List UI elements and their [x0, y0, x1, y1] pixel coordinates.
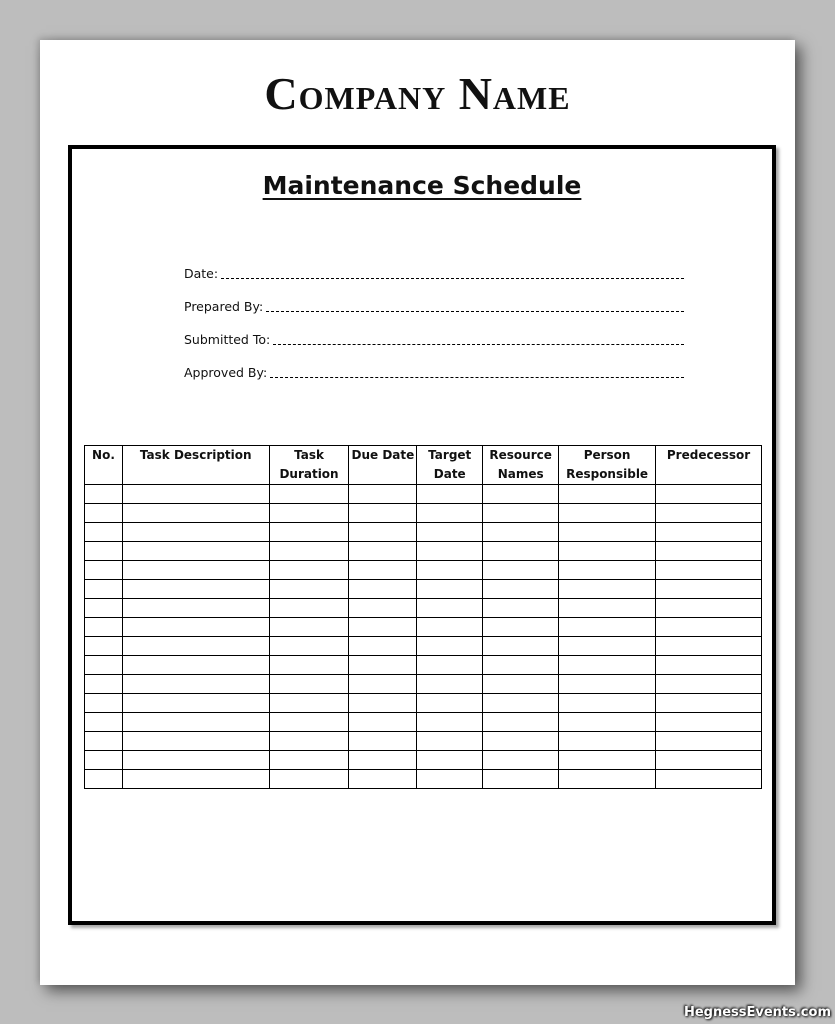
table-cell[interactable] [85, 542, 123, 561]
table-cell[interactable] [122, 542, 269, 561]
table-cell[interactable] [483, 694, 559, 713]
submitted-to-line[interactable] [273, 344, 684, 345]
table-cell[interactable] [269, 561, 349, 580]
table-cell[interactable] [122, 770, 269, 789]
table-cell[interactable] [656, 542, 762, 561]
table-cell[interactable] [559, 485, 656, 504]
table-cell[interactable] [349, 599, 417, 618]
table-cell[interactable] [559, 580, 656, 599]
table-cell[interactable] [656, 561, 762, 580]
table-row [85, 713, 762, 732]
table-cell[interactable] [122, 713, 269, 732]
table-cell[interactable] [483, 618, 559, 637]
table-cell[interactable] [656, 618, 762, 637]
approved-by-label: Approved By: [184, 365, 268, 380]
document-title [72, 171, 772, 200]
table-cell[interactable] [656, 713, 762, 732]
table-cell[interactable] [122, 618, 269, 637]
table-cell[interactable] [269, 485, 349, 504]
table-cell[interactable] [269, 599, 349, 618]
table-cell[interactable] [417, 675, 483, 694]
table-cell[interactable] [269, 732, 349, 751]
table-cell[interactable] [417, 542, 483, 561]
table-cell[interactable] [559, 751, 656, 770]
table-cell[interactable] [122, 561, 269, 580]
table-cell[interactable] [417, 580, 483, 599]
table-cell[interactable] [656, 523, 762, 542]
table-cell[interactable] [269, 656, 349, 675]
table-row [85, 485, 762, 504]
table-row [85, 637, 762, 656]
table-cell[interactable] [349, 618, 417, 637]
table-body [85, 485, 762, 789]
table-cell[interactable] [269, 713, 349, 732]
table-cell[interactable] [85, 694, 123, 713]
table-cell[interactable] [483, 485, 559, 504]
table-cell[interactable] [85, 675, 123, 694]
table-cell[interactable] [656, 751, 762, 770]
submitted-to-label: Submitted To: [184, 332, 271, 347]
document-title-text: Maintenance Schedule [262, 171, 582, 200]
table-cell[interactable] [559, 713, 656, 732]
table-cell[interactable] [122, 656, 269, 675]
table-cell[interactable] [85, 504, 123, 523]
table-cell[interactable] [483, 713, 559, 732]
table-cell[interactable] [417, 504, 483, 523]
table-cell[interactable] [417, 599, 483, 618]
table-cell[interactable] [559, 732, 656, 751]
table-cell[interactable] [559, 637, 656, 656]
company-name: Company Name [264, 68, 571, 119]
prepared-by-line[interactable] [266, 311, 684, 312]
table-cell[interactable] [349, 713, 417, 732]
table-row [85, 656, 762, 675]
table-cell[interactable] [483, 599, 559, 618]
table-cell[interactable] [656, 637, 762, 656]
col-resource-names: Resource Names [483, 446, 559, 485]
table-cell[interactable] [559, 523, 656, 542]
approved-by-line[interactable] [270, 377, 684, 378]
col-task-duration: Task Duration [269, 446, 349, 485]
table-cell[interactable] [656, 675, 762, 694]
table-cell[interactable] [559, 675, 656, 694]
table-cell[interactable] [122, 599, 269, 618]
col-due-date: Due Date [349, 446, 417, 485]
table-cell[interactable] [85, 523, 123, 542]
table-cell[interactable] [417, 751, 483, 770]
table-cell[interactable] [656, 656, 762, 675]
table-cell[interactable] [483, 523, 559, 542]
table-cell[interactable] [417, 523, 483, 542]
table-cell[interactable] [349, 637, 417, 656]
table-cell[interactable] [269, 751, 349, 770]
table-cell[interactable] [85, 656, 123, 675]
schedule-table [84, 445, 762, 789]
table-cell[interactable] [269, 675, 349, 694]
table-cell[interactable] [122, 675, 269, 694]
table-cell[interactable] [349, 561, 417, 580]
table-cell[interactable] [122, 637, 269, 656]
table-cell[interactable] [559, 694, 656, 713]
table-cell[interactable] [559, 618, 656, 637]
table-cell[interactable] [483, 656, 559, 675]
table-cell[interactable] [483, 770, 559, 789]
approved-by-field [184, 348, 684, 381]
table-cell[interactable] [349, 732, 417, 751]
table-cell[interactable] [656, 504, 762, 523]
table-cell[interactable] [656, 770, 762, 789]
table-row [85, 542, 762, 561]
table-cell[interactable] [349, 694, 417, 713]
table-cell[interactable] [85, 618, 123, 637]
table-cell[interactable] [483, 675, 559, 694]
table-cell[interactable] [269, 770, 349, 789]
table-cell[interactable] [559, 656, 656, 675]
table-cell[interactable] [85, 713, 123, 732]
table-cell[interactable] [559, 770, 656, 789]
col-no: No. [85, 446, 123, 485]
watermark: HegnessEvents.com [683, 1005, 831, 1020]
table-cell[interactable] [85, 637, 123, 656]
table-cell[interactable] [417, 713, 483, 732]
table-cell[interactable] [269, 504, 349, 523]
table-cell[interactable] [417, 485, 483, 504]
table-cell[interactable] [122, 732, 269, 751]
table-row [85, 504, 762, 523]
table-cell[interactable] [122, 580, 269, 599]
table-cell[interactable] [85, 485, 123, 504]
table-cell[interactable] [483, 542, 559, 561]
table-cell[interactable] [483, 732, 559, 751]
table-cell[interactable] [85, 561, 123, 580]
table-cell[interactable] [349, 675, 417, 694]
table-cell[interactable] [417, 770, 483, 789]
table-row [85, 732, 762, 751]
table-cell[interactable] [269, 580, 349, 599]
table-cell[interactable] [559, 599, 656, 618]
table-cell[interactable] [349, 485, 417, 504]
table-cell[interactable] [417, 637, 483, 656]
table-cell[interactable] [656, 732, 762, 751]
table-cell[interactable] [85, 580, 123, 599]
table-cell[interactable] [656, 694, 762, 713]
table-cell[interactable] [417, 561, 483, 580]
table-cell[interactable] [122, 504, 269, 523]
table-cell[interactable] [122, 523, 269, 542]
table-row [85, 694, 762, 713]
table-cell[interactable] [269, 618, 349, 637]
table-cell[interactable] [656, 485, 762, 504]
table-cell[interactable] [559, 504, 656, 523]
table-row [85, 599, 762, 618]
table-cell[interactable] [483, 580, 559, 599]
table-row [85, 523, 762, 542]
header-fields [184, 249, 684, 381]
prepared-by-field [184, 282, 684, 315]
table-cell[interactable] [656, 580, 762, 599]
table-cell[interactable] [269, 542, 349, 561]
date-field [184, 249, 684, 282]
table-cell[interactable] [122, 751, 269, 770]
table-cell[interactable] [349, 542, 417, 561]
table-cell[interactable] [349, 580, 417, 599]
table-cell[interactable] [417, 618, 483, 637]
table-cell[interactable] [559, 542, 656, 561]
table-cell[interactable] [85, 770, 123, 789]
table-cell[interactable] [349, 770, 417, 789]
table-cell[interactable] [349, 523, 417, 542]
table-cell[interactable] [349, 504, 417, 523]
prepared-by-label: Prepared By: [184, 299, 264, 314]
date-label: Date: [184, 266, 219, 281]
table-cell[interactable] [483, 637, 559, 656]
table-row [85, 770, 762, 789]
table-cell[interactable] [85, 732, 123, 751]
table-cell[interactable] [269, 694, 349, 713]
document-page [40, 40, 795, 985]
table-row [85, 751, 762, 770]
table-cell[interactable] [122, 485, 269, 504]
table-header-row [85, 446, 762, 485]
table-cell[interactable] [269, 637, 349, 656]
table-cell[interactable] [85, 751, 123, 770]
table-cell[interactable] [417, 694, 483, 713]
table-row [85, 561, 762, 580]
date-line[interactable] [221, 278, 684, 279]
table-row [85, 580, 762, 599]
col-person-responsible: Person Responsible [559, 446, 656, 485]
table-cell[interactable] [483, 504, 559, 523]
col-target-date: Target Date [417, 446, 483, 485]
table-row [85, 618, 762, 637]
col-predecessor: Predecessor [656, 446, 762, 485]
table-cell[interactable] [349, 656, 417, 675]
submitted-to-field [184, 315, 684, 348]
table-cell[interactable] [559, 561, 656, 580]
table-cell[interactable] [349, 751, 417, 770]
table-row [85, 675, 762, 694]
table-cell[interactable] [483, 561, 559, 580]
table-cell[interactable] [483, 751, 559, 770]
col-task-description: Task Description [122, 446, 269, 485]
table-cell[interactable] [417, 732, 483, 751]
table-cell[interactable] [85, 599, 123, 618]
table-cell[interactable] [122, 694, 269, 713]
table-cell[interactable] [417, 656, 483, 675]
table-cell[interactable] [656, 599, 762, 618]
form-frame [68, 145, 776, 925]
table-cell[interactable] [269, 523, 349, 542]
